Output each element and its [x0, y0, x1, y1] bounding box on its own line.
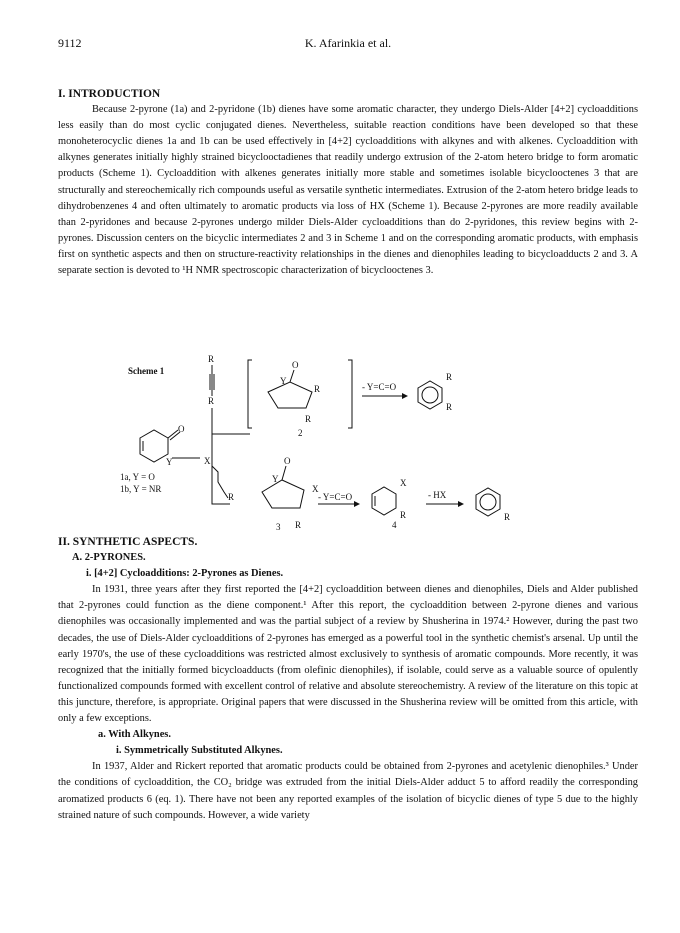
svg-text:R: R: [314, 384, 321, 394]
svg-text:R: R: [400, 510, 407, 520]
pyrone-structure-1: [140, 424, 185, 467]
svg-text:- Y=C=O: - Y=C=O: [362, 382, 397, 392]
pyrone-paragraph: In 1931, three years after they first reported the [4+2] cycloaddition between dienes and dienophiles, Diels and Alder published that 2-pyrones could function as the diene component.¹ After this report, the cycloaddition between 2-pyrone dienes and various dienophiles was occasionally implemented and was the partial subject of a review by Shusherina in 1974.² However, during the past two decades, the use of Diels-Alder cycloadditions of 2-pyrones has emerged as a powerful tool in the synthetic chemist's arsenal. Up until the early 1970's, the use of these cycloadditions was restricted almost exclusively to synthesis of aromatic compounds. More recently, it was recognized that the initially formed bicycloadducts (from olefinic dienophiles), if isolable, could serve as a valuable source of opulently functionalized compounds formed with excellent control of relative and absolute stereochemistry. A review of the literature on this topic at this juncture, therefore, is appropriate. Original papers that were discussed in the Shusherina review will be omitted from this article, with only a few exceptions.: [58, 584, 638, 725]
alkyne-r-top: R: [208, 354, 215, 364]
svg-text:O: O: [178, 424, 185, 434]
subsection-i-heading: i. [4+2] Cycloadditions: 2-Pyrones as Dienes.: [86, 568, 284, 580]
svg-text:R: R: [504, 512, 511, 522]
label-1a: 1a, Y = O: [120, 472, 155, 482]
compound-2-label: 2: [298, 428, 303, 438]
svg-text:X: X: [204, 456, 211, 466]
svg-text:Y: Y: [280, 376, 287, 386]
svg-text:R: R: [446, 402, 453, 412]
bicyclooctene-3: [262, 456, 319, 530]
svg-text:X: X: [400, 478, 407, 488]
svg-text:R: R: [446, 372, 453, 382]
svg-text:Y: Y: [166, 457, 173, 467]
svg-text:O: O: [284, 456, 291, 466]
arene-product-top: [418, 372, 452, 412]
svg-text:R: R: [305, 414, 312, 424]
running-title: K. Afarinkia et al.: [304, 36, 392, 50]
svg-text:R: R: [295, 520, 302, 530]
bicyclooctadiene-2: [268, 360, 320, 424]
svg-text:- HX: - HX: [428, 490, 447, 500]
alkynes-paragraph: In 1937, Alder and Rickert reported that aromatic products could be obtained from 2-pyrones and acetylenic dienophiles.³ Under the conditions of cycloaddition, the CO₂ bridge was extruded from the initial Diels-Alder adduct 5 to afford readily the corresponding aromatized products 6 (eq. 1). There have not been any reported examples of the isolation of bicyclic dienes of type 5 due to the highly strained nature of such compounds. However, a wide variety: [58, 761, 638, 821]
label-1b: 1b, Y = NR: [120, 484, 162, 494]
intro-heading: I. INTRODUCTION: [58, 88, 161, 100]
page-number: 9112: [58, 36, 82, 50]
intro-paragraph: Because 2-pyrone (1a) and 2-pyridone (1b) dienes have some aromatic character, they undergo Diels-Alder [4+2] cycloadditions less easily than do most cyclic conjugated dienes. Nevertheless, suitable reaction conditions have been developed so that these monoheterocyclic dienes 1a and 1b can be used effectively in [4+2] cycloadditions with alkynes and with alkenes. Cycloaddition with alkynes generates initially highly strained bicyclooctadienes that readily undergo extrusion of the 2-atom hetero bridge to form aromatic products (Scheme 1). Cycloaddition with alkenes generates initially more stable and sometimes isolable bicyclooctenes 3 that are structurally and stereochemically rich compounds useful as versatile synthetic intermediates. Extrusion of the 2-atom hetero bridge leads to dihydrobenzenes 4 and often ultimately to aromatic products via loss of HX (Scheme 1). Because 2-pyrones are more readily available than 2-pyridones and because 2-pyrones undergo milder Diels-Alder cycloadditions than do 2-pyridones, this review begins with 2-pyrones. Discussion centers on the bicyclic intermediates 2 and 3 in Scheme 1 and on the corresponding aromatic products, with emphasis first on synthetic aspects and then on structure-reactivity relationships in the dienes and dienophiles leading to bicycloadducts 2 and 3. A separate section is devoted to ¹H NMR spectroscopic characterization of bicyclooctenes 3.: [58, 104, 638, 277]
arene-product-bottom: [476, 488, 510, 522]
subsection-a-heading: A. 2-PYRONES.: [72, 552, 146, 564]
alkyne-r-bottom: R: [208, 396, 215, 406]
section-2-heading: II. SYNTHETIC ASPECTS.: [58, 536, 198, 548]
svg-text:O: O: [292, 360, 299, 370]
compound-3-label: 3: [276, 522, 281, 532]
synthetic-aspects-section: [58, 534, 638, 824]
svg-text:Y: Y: [272, 474, 279, 484]
scheme-1-figure: [100, 352, 580, 537]
svg-text:R: R: [228, 492, 235, 502]
compound-4-label: 4: [392, 520, 397, 530]
svg-text:- Y=C=O: - Y=C=O: [318, 492, 353, 502]
dihydrobenzene-4: [372, 478, 407, 520]
alkynes-heading: a. With Alkynes.: [98, 729, 171, 741]
scheme-title: Scheme 1: [128, 366, 165, 376]
svg-text:X: X: [312, 484, 319, 494]
symmetric-alkynes-heading: i. Symmetrically Substituted Alkynes.: [116, 745, 283, 757]
intro-section: [58, 86, 638, 279]
